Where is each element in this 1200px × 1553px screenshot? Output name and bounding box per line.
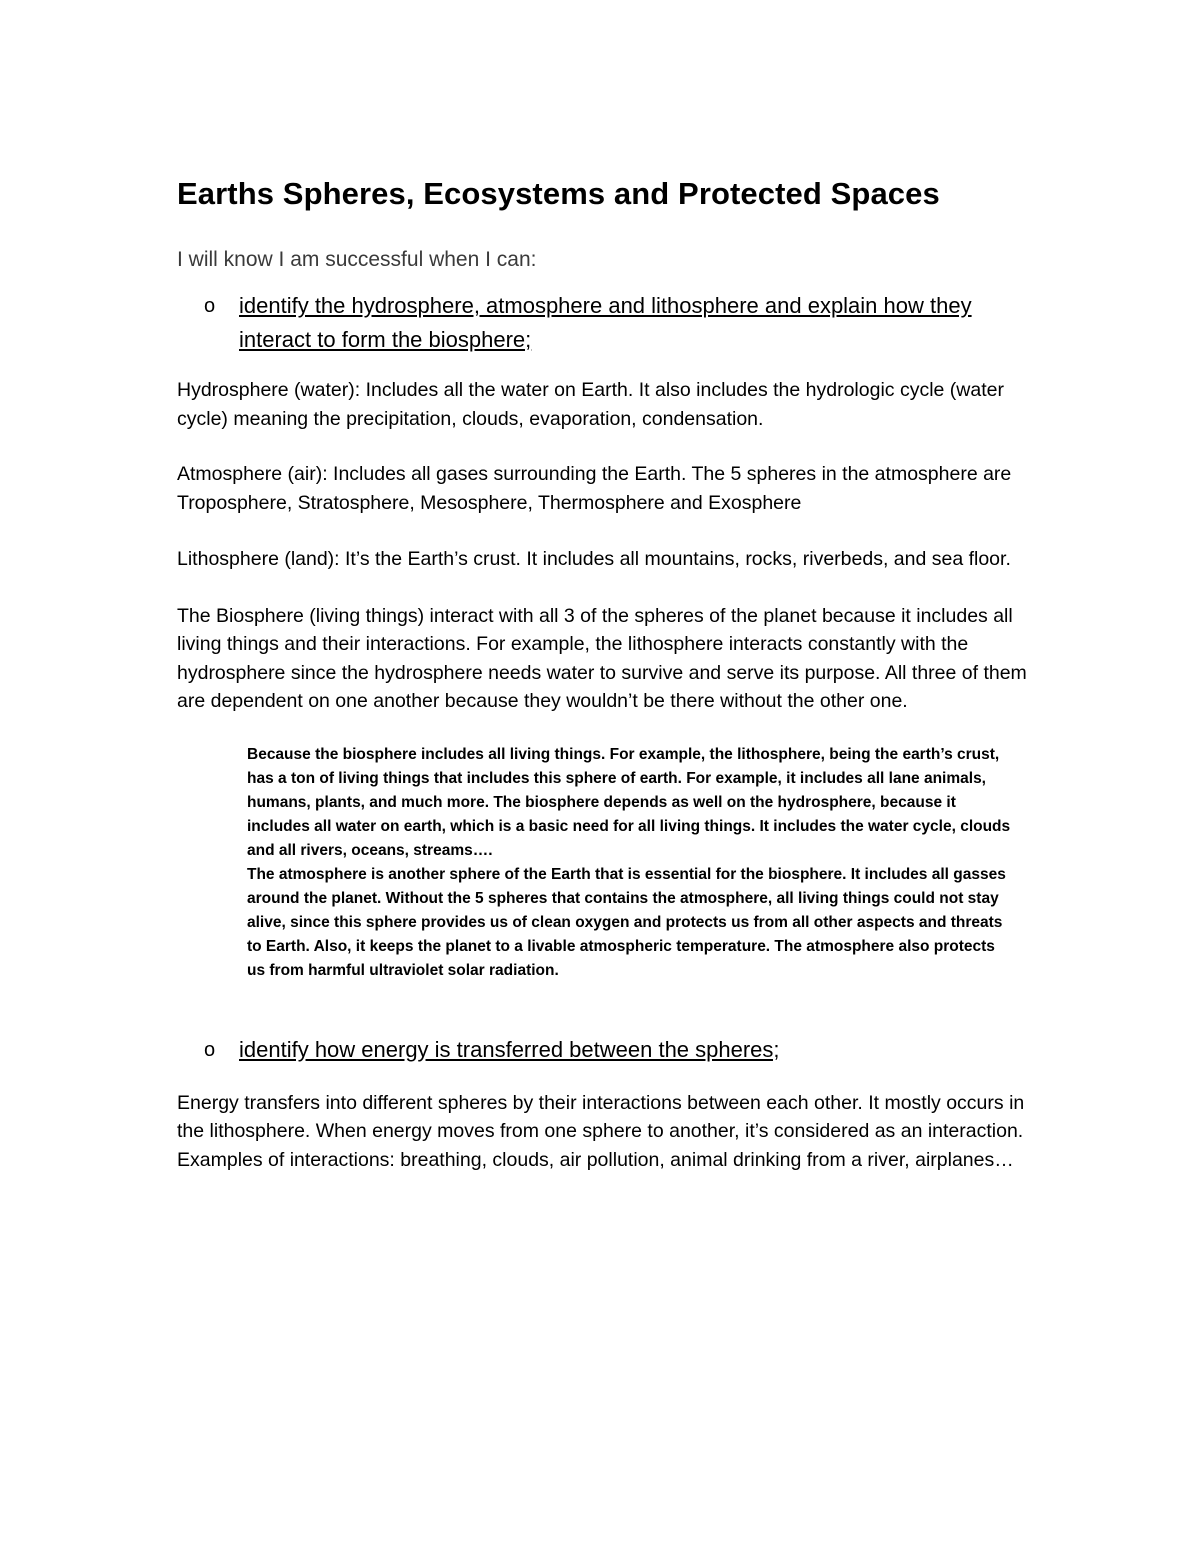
objective-item-spheres [177, 289, 1037, 357]
document-title: Earths Spheres, Ecosystems and Protected Spaces [177, 176, 940, 211]
biosphere-paragraph: The Biosphere (living things) interact with all 3 of the spheres of the planet because it includes all living things and their interactions. For example, the lithosphere interacts constantly with the hydrosphere since the hydrosphere needs water to survive and serve its purpose. All three of them are dependent on one another because they wouldn’t be there without the other one. [177, 604, 1027, 712]
hydrosphere-paragraph: Hydrosphere (water): Includes all the water on Earth. It also includes the hydrologic cycle (water cycle) meaning the precipitation, clouds, evaporation, condensation. [177, 379, 1004, 430]
objective-text: identify how energy is transferred between the spheres; [239, 1036, 780, 1062]
hollow-bullet-icon: o [204, 1038, 216, 1061]
lithosphere-paragraph: Lithosphere (land): It’s the Earth’s crust. It includes all mountains, rocks, riverbeds, and sea floor. [177, 548, 1011, 570]
document-page [177, 170, 1037, 1174]
objective-item-energy [177, 1033, 1037, 1067]
objective-text: identify the hydrosphere, atmosphere and lithosphere and explain how they interact to form the biosphere; [239, 293, 972, 352]
hollow-bullet-icon: o [204, 295, 216, 317]
quote-paragraph-biosphere: Because the biosphere includes all living things. For example, the lithosphere, being the earth’s crust, has a ton of living things that includes this sphere of earth. For example, it includes all lane animals, humans, plants, and much more. The biosphere depends as well on the hydrosphere, because it includes all water on earth, which is a basic need for all living things. It includes the water cycle, clouds and all rivers, oceans, streams…. [247, 745, 1011, 859]
energy-paragraph: Energy transfers into different spheres by their interactions between each other. It mostly occurs in the lithosphere. When energy moves from one sphere to another, it’s considered as an interaction. Examples of interactions: breathing, clouds, air pollution, animal drinking from a river, airplanes… [177, 1091, 1025, 1171]
success-criteria-intro: I will know I am successful when I can: [177, 248, 537, 271]
atmosphere-paragraph: Atmosphere (air): Includes all gases surrounding the Earth. The 5 spheres in the atmosphere are Troposphere, Stratosphere, Mesosphere, Thermosphere and Exosphere [177, 463, 1012, 514]
indented-explanation-block [247, 743, 1017, 983]
quote-paragraph-atmosphere: The atmosphere is another sphere of the Earth that is essential for the biosphere. It includes all gasses around the planet. Without the 5 spheres that contains the atmosphere, all living things could not stay alive, since this sphere provides us of clean oxygen and protects us from all other aspects and threats to Earth. Also, it keeps the planet to a livable atmospheric temperature. The atmosphere also protects us from harmful ultraviolet solar radiation. [247, 865, 1006, 979]
